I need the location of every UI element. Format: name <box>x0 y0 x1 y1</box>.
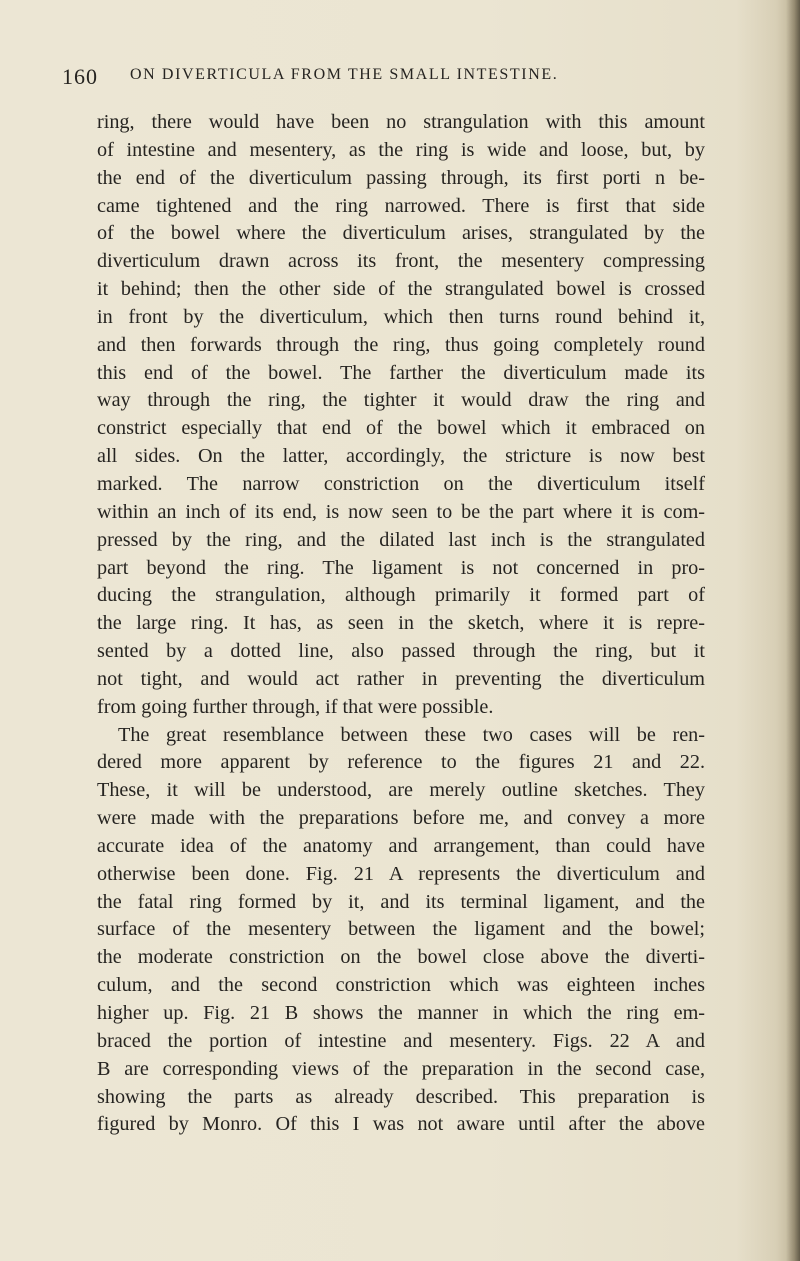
text-line: the fatal ring formed by it, and its terminal ligament, and the <box>97 890 705 913</box>
text-line: figured by Monro. Of this I was not aware until after the above <box>97 1113 705 1136</box>
text-line: surface of the mesentery between the ligament and the bowel; <box>97 918 705 941</box>
text-line: of intestine and mesentery, as the ring is wide and loose, but, by <box>97 138 705 161</box>
text-line: These, it will be understood, are merely outline sketches. They <box>97 779 705 802</box>
text-line: way through the ring, the tighter it would draw the ring and <box>97 389 705 412</box>
text-line: the large ring. It has, as seen in the sketch, where it is repre- <box>97 612 705 635</box>
text-line: marked. The narrow constriction on the diverticulum itself <box>97 472 705 495</box>
text-line: within an inch of its end, is now seen to be the part where it is com- <box>97 500 705 523</box>
text-line: all sides. On the latter, accordingly, the stricture is now best <box>97 445 705 468</box>
text-line: the moderate constriction on the bowel close above the diverti- <box>97 946 705 969</box>
text-line: culum, and the second constriction which was eighteen inches <box>97 974 705 997</box>
page-header <box>62 64 702 90</box>
text-line: pressed by the ring, and the dilated last inch is the strangulated <box>97 528 705 551</box>
page-number: 160 <box>62 64 98 89</box>
text-line: braced the portion of intestine and mesentery. Figs. 22 A and <box>97 1029 705 1052</box>
text-line: showing the parts as already described. This preparation is <box>97 1085 705 1108</box>
text-line: otherwise been done. Fig. 21 A represents the diverticulum and <box>97 862 705 885</box>
text-line: higher up. Fig. 21 B shows the manner in which the ring em- <box>97 1002 705 1024</box>
body-text <box>97 109 705 1139</box>
text-line: diverticulum drawn across its front, the mesentery compressing <box>97 250 705 273</box>
text-line: the end of the diverticulum passing through, its first porti n be- <box>97 166 705 189</box>
text-line: came tightened and the ring narrowed. There is first that side <box>97 194 705 217</box>
text-line: B are corresponding views of the preparation in the second case, <box>97 1057 705 1080</box>
text-line: this end of the bowel. The farther the diverticulum made its <box>97 361 705 384</box>
running-head: ON DIVERTICULA FROM THE SMALL INTESTINE. <box>130 66 559 83</box>
page-edge-shadow <box>786 0 800 1261</box>
text-line: accurate idea of the anatomy and arrangement, than could have <box>97 834 705 857</box>
text-line: of the bowel where the diverticulum arises, strangulated by the <box>97 222 705 245</box>
text-line: in front by the diverticulum, which then turns round behind it, <box>97 305 705 328</box>
text-line: from going further through, if that were possible. <box>97 695 494 718</box>
text-line: ring, there would have been no strangulation with this amount <box>97 111 705 133</box>
text-line: ducing the strangulation, although primarily it formed part of <box>97 584 705 607</box>
text-line: sented by a dotted line, also passed through the ring, but it <box>97 640 705 663</box>
text-line: and then forwards through the ring, thus going completely round <box>97 333 705 356</box>
text-line: dered more apparent by reference to the figures 21 and 22. <box>97 751 705 774</box>
text-line: not tight, and would act rather in preventing the diverticulum <box>97 667 705 690</box>
text-line: it behind; then the other side of the strangulated bowel is crossed <box>97 278 705 301</box>
text-line: The great resemblance between these two cases will be ren- <box>118 723 705 746</box>
text-line: were made with the preparations before me, and convey a more <box>97 807 705 830</box>
text-line: constrict especially that end of the bowel which it embraced on <box>97 417 705 440</box>
text-line: part beyond the ring. The ligament is not concerned in pro- <box>97 556 705 579</box>
